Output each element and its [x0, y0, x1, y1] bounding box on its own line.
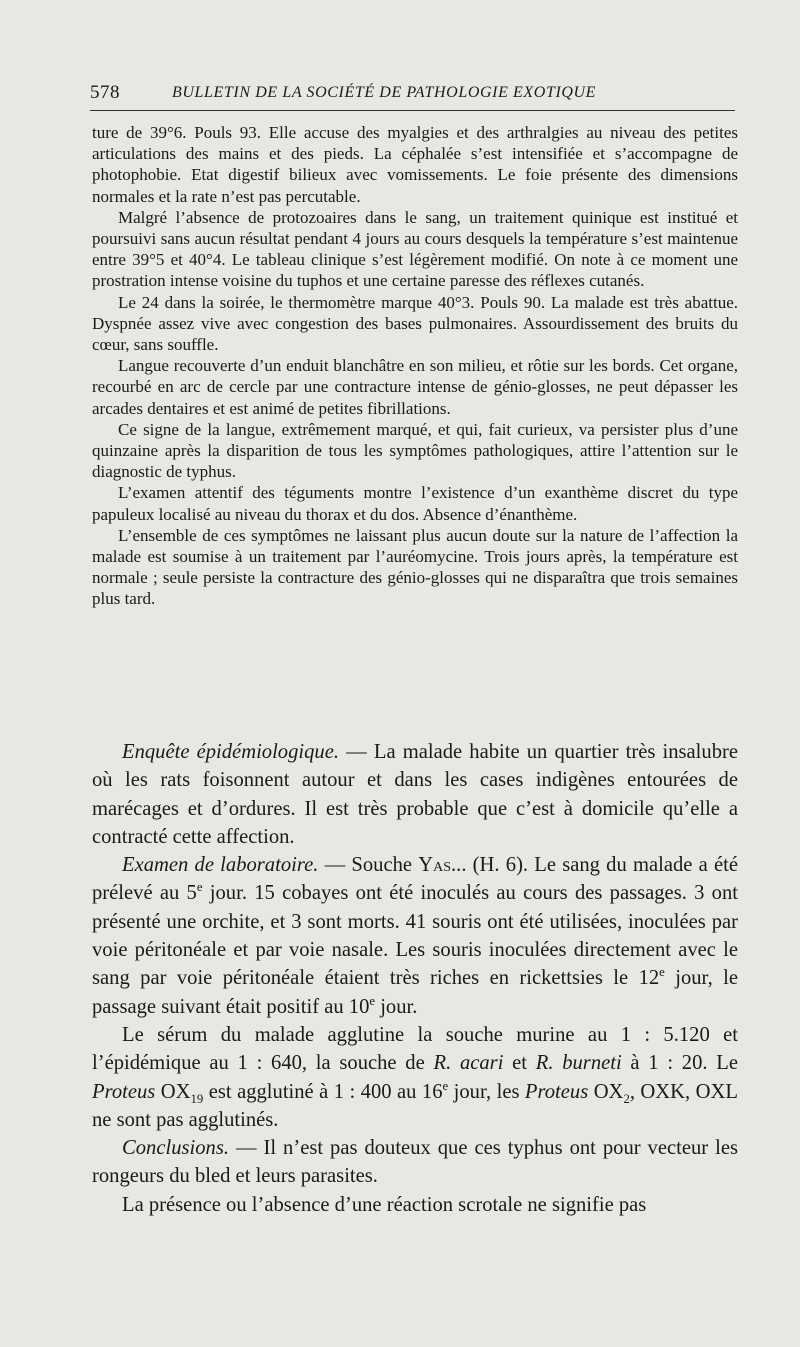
paragraph-epidemiologie [92, 738, 738, 851]
paragraph-serum [92, 1021, 738, 1134]
superscript: e [442, 1078, 449, 1093]
text-run: OX [155, 1080, 191, 1103]
clinical-section [92, 122, 738, 610]
paragraph: ture de 39°6. Pouls 93. Elle accuse des myalgies et des arthralgies au niveau des petites articulations des mains et des pieds. La céphalée s’est intensifiée et s’accompagne de photophobie. Etat digestif bilieux avec vomissements. Le foie présente des dimensions normales et la rate n’est pas percutable. [92, 123, 738, 206]
text-run: , OXK, OXL ne sont pas agglutinés. [92, 1080, 738, 1131]
superscript: e [369, 993, 376, 1008]
text-run: Le sérum du malade agglutine la souche murine au 1 : 5.120 et l’épidémique au 1 : 640, la souche de [92, 1023, 738, 1075]
paragraph: L’ensemble de ces symptômes ne laissant plus aucun doute sur la nature de l’affection la malade est soumise à un traitement par l’auréomycine. Trois jours après, la température est normale ; seule persiste la contracture des génio-glosses qui ne disparaîtra que trois semaines plus tard. [92, 525, 738, 609]
text-run: jour. [375, 995, 418, 1018]
page-number: 578 [90, 82, 120, 103]
text-run: — Souche [318, 854, 419, 877]
header-rule [90, 110, 735, 111]
subscript: 19 [190, 1091, 204, 1106]
paragraph: L’examen attentif des téguments montre l’existence d’un exanthème discret du type papuleux localisé au niveau du thorax et du dos. Absence d’énanthème. [92, 483, 738, 524]
subscript: 2 [623, 1091, 630, 1106]
species-name: R. burneti [535, 1052, 622, 1075]
text-run: jour, les [448, 1080, 525, 1103]
dash: — [339, 741, 374, 763]
paragraph: Ce signe de la langue, extrêmement marqué, et qui, fait curieux, va persister plus d’une quinzaine après la disparition de tous les symptômes pathologiques, attire l’attention sur le diagnostic de typhus. [92, 419, 738, 482]
section-heading: Examen de laboratoire. [122, 854, 319, 877]
paragraph-laboratoire [92, 851, 738, 1021]
text-run: et [503, 1052, 536, 1075]
superscript: e [196, 880, 203, 895]
species-name: Proteus [524, 1080, 589, 1103]
paragraph-text: La malade habite un quartier très insalubre où les rats foisonnent autour et dans les cases indigènes entourées de marécages et d’ordures. Il est très probable que c’est à domicile qu’elle a contracté cette affection. [92, 741, 738, 848]
paragraph-last-line: La présence ou l’absence d’une réaction scrotale ne signifie pas [122, 1193, 647, 1216]
paragraph-conclusions [92, 1134, 738, 1191]
paragraph: Le 24 dans la soirée, le thermomètre marque 40°3. Pouls 90. La malade est très abattue. Dyspnée assez vive avec congestion des bases pulmonaires. Assourdissement des bruits du cœur, sans souffle. [92, 292, 738, 355]
text-run: à 1 : 20. Le [621, 1052, 738, 1075]
section-heading: Conclusions. [122, 1137, 229, 1160]
paragraph: Malgré l’absence de protozoaires dans le sang, un traitement quinique est institué et poursuivi sans aucun résultat pendant 4 jours au cours desquels la température s’est maintenue entre 39°5 et 40°4. Le tableau clinique s’est légèrement modifié. On note à ce moment une prostration intense voisine du tuphos et une certaine paresse des réflexes cutanés. [92, 207, 738, 291]
text-run: (H. 6). Le sang du malade a été prélevé au 5 [92, 854, 738, 905]
text-run: OX [588, 1080, 624, 1103]
text-run: jour, le passage suivant était positif au 10 [92, 967, 739, 1018]
page-header [90, 82, 735, 108]
epidemiology-section [92, 738, 738, 1219]
section-heading: Enquête épidémiologique. [122, 741, 340, 763]
text-run: jour. 15 cobayes ont été inoculés au cours des passages. 3 ont présenté une orchite, et 3 sont morts. 41 souris ont été utilisées, inoculées par voie péritonéale et par voie nasale. Les souris inoculées directement avec le sang par voie péritonéale étaient très riches en rickettsies le 12 [92, 882, 738, 990]
paragraph-text: — Il n’est pas douteux que ces typhus ont pour vecteur les rongeurs du bled et leurs parasites. [92, 1137, 738, 1188]
superscript: e [659, 965, 665, 980]
strain-name: Yas... [418, 854, 467, 877]
running-title: BULLETIN DE LA SOCIÉTÉ DE PATHOLOGIE EXOTIQUE [172, 84, 597, 101]
species-name: R. acari [433, 1052, 504, 1075]
paragraph: Langue recouverte d’un enduit blanchâtre en son milieu, et rôtie sur les bords. Cet organe, recourbé en arc de cercle par une contracture intense de génio-glosses, ne peut dépasser les arcades dentaires et est animé de petites fibrillations. [92, 356, 738, 418]
text-run: est agglutiné à 1 : 400 au 16 [203, 1080, 443, 1103]
species-name: Proteus [92, 1080, 156, 1103]
